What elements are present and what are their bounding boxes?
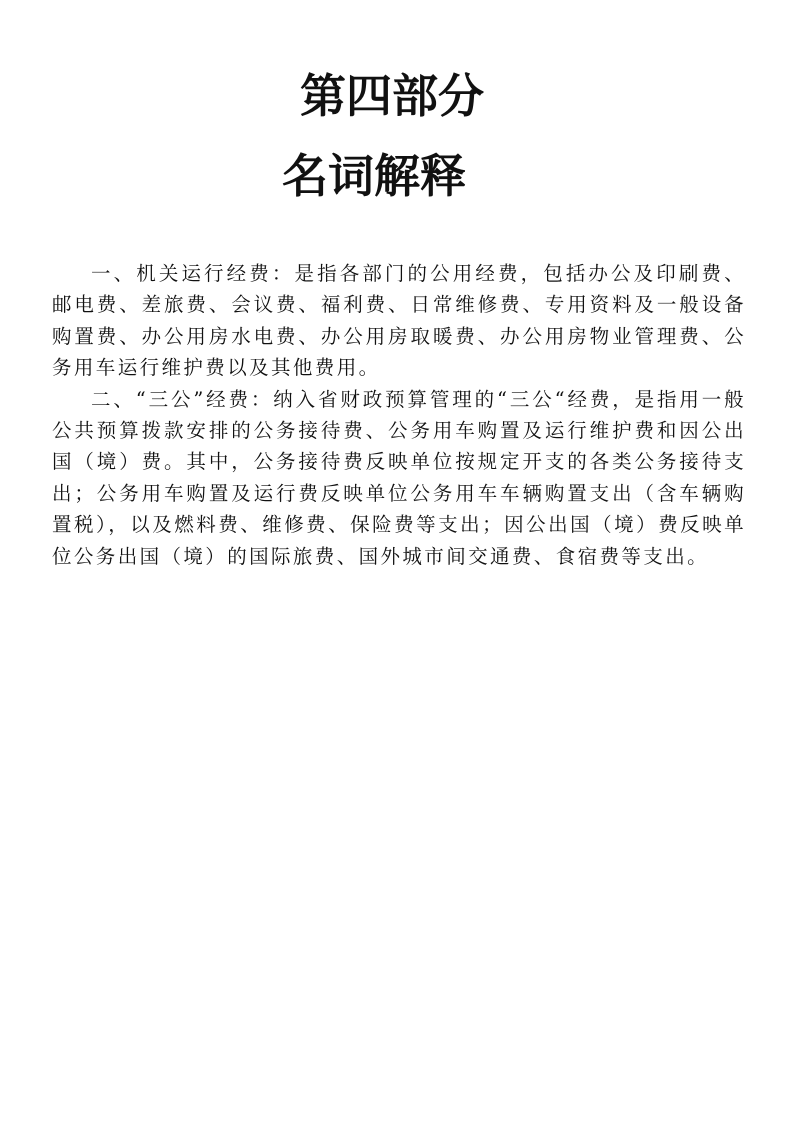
section-subtitle: 名词解释 [282, 149, 466, 203]
document-body [52, 258, 746, 572]
paragraph-three-public-expenses: 二、“三公”经费：纳入省财政预算管理的“三公“经费，是指用一般公共预算拨款安排的公务接待费、公务用车购置及运行维护费和因公出国（境）费。其中，公务接待费反映单位按规定开支的各类公务接待支出；公务用车购置及运行费反映单位公务用车车辆购置支出（含车辆购置税），以及燃料费、维修费、保险费等支出；因公出国（境）费反映单位公务出国（境）的国际旅费、国外城市间交通费、食宿费等支出。 [52, 387, 746, 568]
section-title: 第四部分 [300, 69, 484, 123]
paragraph-operating-expenses: 一、机关运行经费：是指各部门的公用经费，包括办公及印刷费、邮电费、差旅费、会议费、福利费、日常维修费、专用资料及一般设备购置费、办公用房水电费、办公用房取暖费、办公用房物业管理费、公务用车运行维护费以及其他费用。 [52, 262, 746, 380]
